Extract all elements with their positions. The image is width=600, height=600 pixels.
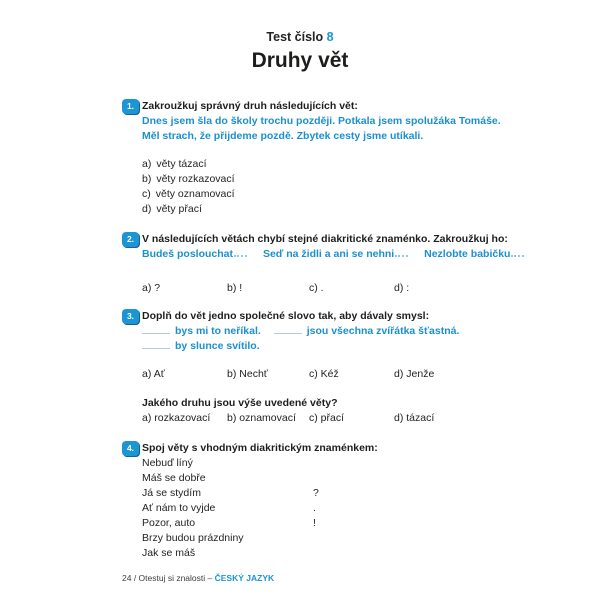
option-text: přací xyxy=(320,412,345,424)
option-letter: b) xyxy=(227,282,237,294)
question-1 xyxy=(122,99,560,217)
sentence-segment xyxy=(424,248,524,260)
page-title: Druhy vět xyxy=(251,49,349,72)
option-text: věty oznamovací xyxy=(155,188,235,200)
sentence-text: Nezlobte babičku xyxy=(424,248,511,260)
sentence-segment xyxy=(263,248,408,260)
match-row xyxy=(142,531,560,546)
option-letter: d) xyxy=(142,203,152,215)
question-1-prompt: Zakroužkuj správný druh následujících vět: xyxy=(142,100,358,112)
option-letter: a) xyxy=(142,412,152,424)
question-3-sentence-row-1 xyxy=(142,324,560,339)
option-text: věty rozkazovací xyxy=(156,173,235,185)
test-label-text: Test číslo xyxy=(266,30,324,44)
match-sentence: Máš se dobře xyxy=(142,472,206,484)
question-4 xyxy=(122,441,560,561)
option-letter: c) xyxy=(309,368,318,380)
option-letter: c) xyxy=(309,282,318,294)
option-letter: c) xyxy=(309,412,318,424)
option-letter: d) xyxy=(394,412,404,424)
question-2-options xyxy=(142,281,560,296)
question-2-prompt: V následujících větách chybí stejné diakritické znaménko. Zakroužkuj ho: xyxy=(142,233,508,245)
sentence-text: by slunce svítilo. xyxy=(175,340,260,352)
answer-blank xyxy=(142,347,170,349)
option-letter: d) xyxy=(394,368,404,380)
question-1-sentence-line-2: Měl strach, že přijdeme pozdě. Zbytek cesty jsme utíkali. xyxy=(142,130,424,142)
match-row xyxy=(142,471,560,486)
option-letter: b) xyxy=(227,368,237,380)
question-4-match-list xyxy=(142,456,560,561)
option-text: Ať xyxy=(153,368,165,380)
match-sentence: Nebuď líný xyxy=(142,457,193,469)
option-text: Jenže xyxy=(406,368,435,380)
answer-blank xyxy=(142,332,170,334)
option-text: tázací xyxy=(406,412,435,424)
question-1-sentence-line-1: Dnes jsem šla do školy trochu později. Potkala jsem spolužáka Tomáše. xyxy=(142,115,501,127)
match-sentence: Ať nám to vyjde xyxy=(142,502,216,514)
answer-blank xyxy=(234,255,247,257)
question-2-number-badge: 2. xyxy=(122,232,139,247)
test-number: 8 xyxy=(326,30,334,44)
option-c xyxy=(309,367,394,382)
match-sentence: Jak se máš xyxy=(142,547,196,559)
footer-text: 24 / Otestuj si znalosti – xyxy=(122,573,215,583)
option-d xyxy=(394,281,409,296)
question-4-prompt: Spoj věty s vhodným diakritickým znaménkem: xyxy=(142,442,378,454)
question-3-sentence-row-2 xyxy=(142,339,560,354)
option-letter: c) xyxy=(142,188,151,200)
question-3-options xyxy=(142,367,560,382)
sentence-text: Budeš poslouchat xyxy=(142,248,234,260)
option-text: rozkazovací xyxy=(154,412,211,424)
page-header xyxy=(0,0,600,73)
test-number-heading xyxy=(0,30,600,44)
option-letter: b) xyxy=(142,173,152,185)
sentence-text: jsou všechna zvířátka šťastná. xyxy=(306,325,460,337)
question-2 xyxy=(122,232,560,296)
match-row xyxy=(142,501,560,516)
match-sentence: Brzy budou prázdniny xyxy=(142,532,244,544)
question-2-sentences xyxy=(142,247,560,262)
option-c xyxy=(309,411,394,426)
match-mark: ! xyxy=(313,517,316,529)
answer-blank xyxy=(511,255,524,257)
option-text: ? xyxy=(154,282,161,294)
match-row xyxy=(142,546,560,561)
sentence-segment xyxy=(142,248,247,260)
option-text: Nechť xyxy=(239,368,268,380)
option-d xyxy=(394,367,434,382)
page-footer xyxy=(122,573,274,583)
option-text: Kéž xyxy=(320,368,339,380)
match-mark: . xyxy=(313,502,316,514)
question-4-number-badge: 4. xyxy=(122,441,139,456)
option-text: : xyxy=(406,282,410,294)
match-row xyxy=(142,456,560,471)
question-1-options xyxy=(142,157,560,217)
option-c xyxy=(142,187,560,202)
question-3-prompt: Doplň do vět jedno společné slovo tak, aby dávaly smysl: xyxy=(142,310,430,322)
option-b xyxy=(142,172,560,187)
match-row xyxy=(142,486,560,501)
option-letter: a) xyxy=(142,282,152,294)
question-3 xyxy=(122,309,560,426)
option-text: ! xyxy=(239,282,243,294)
match-row xyxy=(142,516,560,531)
question-3-number-badge: 3. xyxy=(122,309,139,324)
option-b xyxy=(227,281,309,296)
question-3-sub-options xyxy=(142,411,560,426)
match-sentence: Pozor, auto xyxy=(142,517,196,529)
option-a xyxy=(142,367,227,382)
option-text: oznamovací xyxy=(239,412,296,424)
question-1-number-badge: 1. xyxy=(122,99,139,114)
option-b xyxy=(227,367,309,382)
footer-subject: ČESKÝ JAZYK xyxy=(214,573,275,583)
option-d xyxy=(394,411,434,426)
option-letter: a) xyxy=(142,158,152,170)
match-mark: ? xyxy=(313,487,319,499)
worksheet-content xyxy=(122,99,560,561)
option-text: . xyxy=(320,282,324,294)
sentence-text: Seď na židli a ani se nehni xyxy=(262,248,395,260)
question-3-sub-prompt: Jakého druhu jsou výše uvedené věty? xyxy=(142,397,338,409)
match-sentence: Já se stydím xyxy=(142,487,201,499)
option-a xyxy=(142,411,227,426)
answer-blank xyxy=(274,332,302,334)
option-a xyxy=(142,157,560,172)
option-a xyxy=(142,281,227,296)
option-letter: a) xyxy=(142,368,152,380)
sentence-text: bys mi to neříkal. xyxy=(175,325,261,337)
option-d xyxy=(142,202,560,217)
option-letter: b) xyxy=(227,412,237,424)
answer-blank xyxy=(395,255,408,257)
option-b xyxy=(227,411,309,426)
option-letter: d) xyxy=(394,282,404,294)
option-text: věty přací xyxy=(156,203,202,215)
option-c xyxy=(309,281,394,296)
option-text: věty tázací xyxy=(156,158,207,170)
